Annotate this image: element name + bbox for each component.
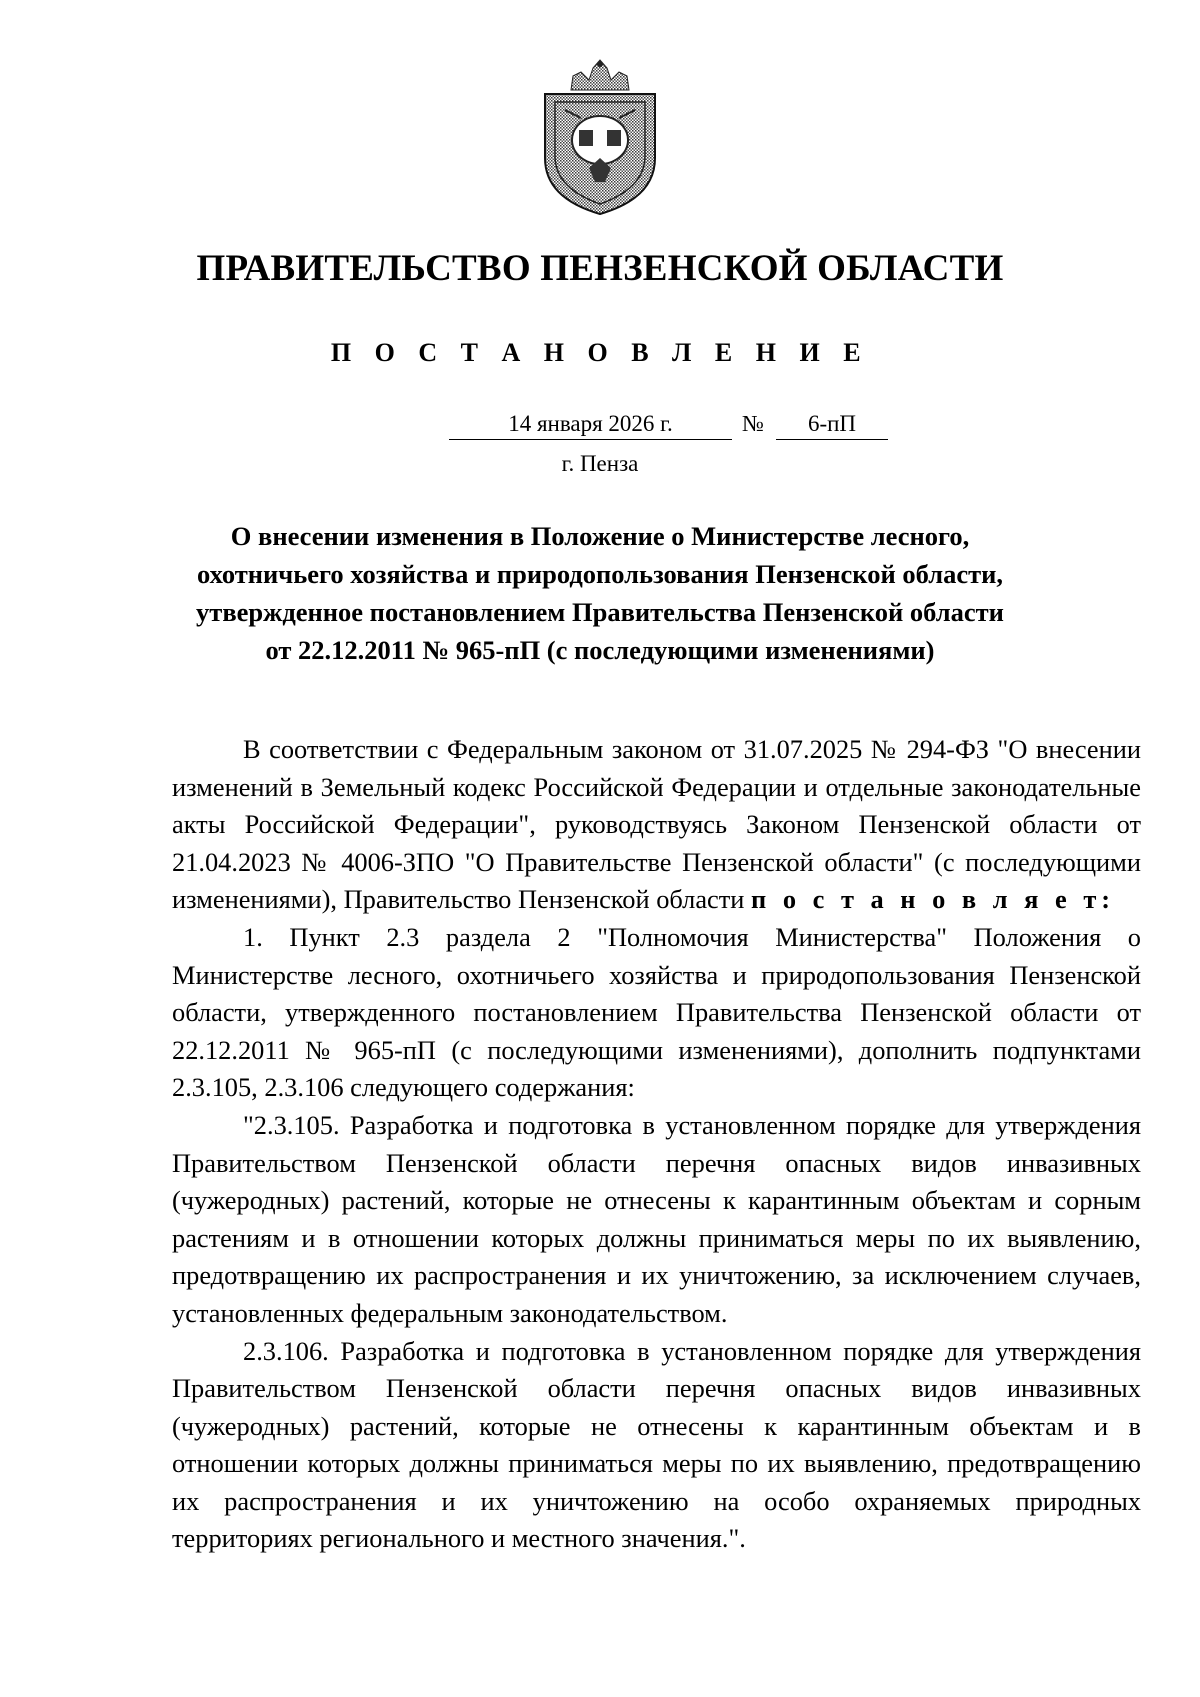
preamble-text: В соответствии с Федеральным законом от 31.07.2025 № 294-ФЗ "О внесении изменений в Земельный кодекс Российской Федерации и отдельные законодательные акты Российской Федерации", руководствуясь Законом Пензенской области от 21.04.2023 № 4006-ЗПО "О Правительстве Пензенской области" (с последующими изменениями), Правительство Пензенской области <box>172 734 1141 915</box>
document-city: г. Пенза <box>561 451 639 476</box>
coat-of-arms-emblem <box>539 58 661 218</box>
document-body <box>172 731 1141 1558</box>
decree-word: п о с т а н о в л я е т: <box>751 884 1116 915</box>
document-subject <box>160 517 1040 669</box>
document-number: 6-пП <box>776 409 888 440</box>
item-1-paragraph: 1. Пункт 2.3 раздела 2 "Полномочия Министерства" Положения о Министерстве лесного, охотничьего хозяйства и природопользования Пензенской области, утвержденного постановлением Правительства Пензенской области от 22.12.2011 № 965-пП (с последующими изменениями), дополнить подпунктами 2.3.105, 2.3.106 следующего содержания: <box>172 921 1141 1103</box>
document-type-heading: П О С Т А Н О В Л Е Н И Е <box>330 338 870 367</box>
subitem-2-3-105-paragraph: "2.3.105. Разработка и подготовка в установленном порядке для утверждения Правительством Пензенской области перечня опасных видов инвазивных (чужеродных) растений, которые не отнесены к карантинным объектам и сорным растениям и в отношении которых должны приниматься меры по их выявлению, предотвращению их распространения и их уничтожению, за исключением случаев, установленных федеральным законодательством. <box>172 1109 1141 1328</box>
subject-line: от 22.12.2011 № 965-пП (с последующими изменениями) <box>265 635 935 665</box>
document-date: 14 января 2026 г. <box>449 409 732 440</box>
number-sign: № <box>742 411 764 436</box>
subject-line: О внесении изменения в Положение о Министерстве лесного, <box>230 521 970 551</box>
subitem-2-3-106-paragraph: 2.3.106. Разработка и подготовка в установленном порядке для утверждения Правительством Пензенской области перечня опасных видов инвазивных (чужеродных) растений, которые не отнесены к карантинным объектам и в отношении которых должны приниматься меры по их выявлению, предотвращению их распространения и их уничтожению на особо охраняемых природных территориях регионального и местного значения.". <box>172 1335 1141 1554</box>
preamble-paragraph <box>172 731 1141 919</box>
subject-line: охотничьего хозяйства и природопользования Пензенской области, <box>197 559 1003 589</box>
subject-line: утвержденное постановлением Правительства Пензенской области <box>196 597 1004 627</box>
government-title: ПРАВИТЕЛЬСТВО ПЕНЗЕНСКОЙ ОБЛАСТИ <box>196 248 1004 289</box>
date-number-line <box>0 409 1200 445</box>
